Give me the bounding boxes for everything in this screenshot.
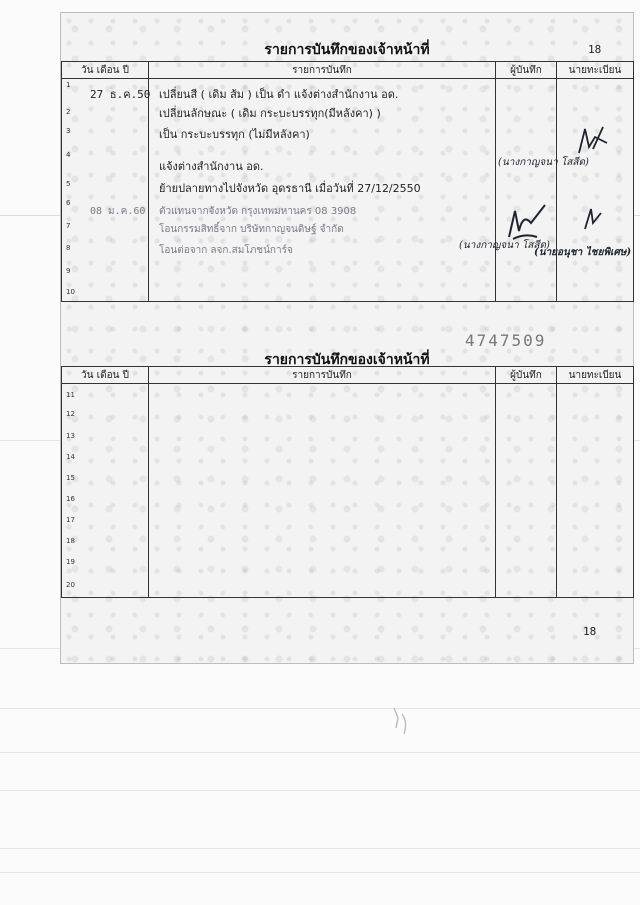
section-title-bottom: รายการบันทึกของเจ้าหน้าที่ [264,352,430,368]
recorder-cell [496,103,557,122]
recorder-cell [496,122,557,144]
entry-cell [149,448,496,469]
recorder-cell [496,281,557,301]
date-cell [62,406,149,427]
entry-text: เปลี่ยนลักษณะ ( เดิม กระบะบรรทุก(มีหลังคา) ) [159,107,381,120]
header-registrar: นายทะเบียน [557,62,634,79]
row-number: 12 [66,409,75,418]
scan-line [0,872,640,873]
entry-cell [149,239,496,260]
entry-cell [149,79,496,104]
scan-line [0,790,640,791]
date-cell [62,448,149,469]
entry-date: 08 ม.ค.60 [90,206,146,217]
row-number: 8 [66,244,71,252]
date-cell [62,384,149,406]
recorder-cell [496,79,557,104]
scan-line [0,708,640,709]
page-number-bottom: 18 [583,625,597,638]
scan-line [0,848,640,849]
registrar-cell [557,469,634,490]
row-number: 15 [66,473,75,482]
section-title-top: รายการบันทึกของเจ้าหน้าที่ [264,42,430,58]
registrar-cell [557,553,634,574]
row-number: 1 [66,81,71,89]
entry-text: แจ้งต่างสำนักงาน อด. [159,160,264,173]
date-cell [62,490,149,511]
registrar-cell [557,175,634,197]
date-cell [62,532,149,553]
row-number: 10 [66,288,75,296]
stray-pen-mark [388,704,416,738]
date-cell [62,144,149,175]
entry-cell [149,574,496,598]
registrar-cell [557,511,634,532]
table-row [62,469,634,490]
table-row [62,281,634,301]
header-entry: รายการบันทึก [149,62,496,79]
entry-date: 27 ธ.ค.50 [90,88,151,101]
table-row [62,122,634,144]
table-row [62,103,634,122]
date-cell [62,103,149,122]
registrar-cell [557,384,634,406]
header-date: วัน เดือน ปี [62,62,149,79]
entry-cell [149,532,496,553]
date-cell [62,239,149,260]
recorder-cell [496,448,557,469]
recorder-cell [496,406,557,427]
entry-text: เป็น กระบะบรรทุก (ไม่มีหลังคา) [159,128,310,141]
entry-cell [149,260,496,281]
entry-cell [149,144,496,175]
recorder-cell [496,553,557,574]
row-number: 13 [66,431,75,440]
row-number: 6 [66,199,71,207]
table-row [62,490,634,511]
table-row [62,553,634,574]
table-row [62,384,634,406]
row-number: 19 [66,557,75,566]
row-number: 7 [66,222,71,230]
registrar-signature-1 [573,123,613,159]
registrar-cell [557,260,634,281]
date-cell [62,175,149,197]
table-row [62,448,634,469]
row-number: 14 [66,452,75,461]
date-cell [62,260,149,281]
recorder-cell [496,511,557,532]
row-number: 9 [66,267,71,275]
registrar-cell [557,427,634,448]
date-cell [62,427,149,448]
date-cell [62,219,149,239]
scan-line [0,752,640,753]
entry-cell [149,103,496,122]
recorder-name-1: (นางกาญจนา โสสีด) [498,157,589,168]
entry-cell [149,511,496,532]
date-cell [62,197,149,219]
registrar-cell [557,281,634,301]
entry-cell [149,281,496,301]
table-row [62,406,634,427]
header-date: วัน เดือน ปี [62,367,149,384]
registrar-cell [557,406,634,427]
recorder-cell [496,469,557,490]
table-row [62,574,634,598]
entry-cell [149,197,496,219]
recorder-cell [496,532,557,553]
entry-cell [149,469,496,490]
date-cell [62,281,149,301]
entry-cell [149,122,496,144]
recorder-cell [496,260,557,281]
recorder-cell [496,175,557,197]
recorder-cell [496,574,557,598]
header-recorder: ผู้บันทึก [496,62,557,79]
entry-text: โอนต่อจาก ลจก.สมโภชน์การ์จ [159,245,293,256]
entry-text: เปลี่ยนสี ( เดิม ส้ม ) เป็น ดำ แจ้งต่างสำนักงาน อด. [159,88,399,101]
registrar-cell [557,490,634,511]
entry-text: โอนกรรมสิทธิ์จาก บริษัทกาญจนดิษฐ์ จำกัด [159,224,344,235]
row-number: 3 [66,127,71,135]
row-number: 4 [66,151,71,159]
record-sheet [60,12,634,664]
entry-cell [149,553,496,574]
entry-text: ย้ายปลายทางไปจังหวัด อุดรธานี เมื่อวันที่ 27/12/2550 [159,182,421,195]
row-number: 5 [66,180,71,188]
row-number: 2 [66,108,71,116]
header-recorder: ผู้บันทึก [496,367,557,384]
row-number: 17 [66,515,75,524]
registrar-cell [557,103,634,122]
row-number: 20 [66,580,75,589]
entry-cell [149,427,496,448]
date-cell [62,79,149,104]
registrar-cell [557,532,634,553]
table-row [62,427,634,448]
date-cell [62,469,149,490]
date-cell [62,511,149,532]
date-cell [62,553,149,574]
page-number-top: 18 [588,43,602,56]
stamp-number: 4747509 [465,331,547,350]
record-table-top [61,61,634,302]
registrar-cell [557,79,634,104]
recorder-name-2: (นางกาญจนา โสสีด) [459,240,550,251]
table-row [62,79,634,104]
entry-cell [149,219,496,239]
header-registrar: นายทะเบียน [557,367,634,384]
row-number: 16 [66,494,75,503]
date-cell [62,122,149,144]
registrar-cell [557,448,634,469]
row-number: 18 [66,536,75,545]
table-row [62,532,634,553]
entry-text: ตัวแทนจากจังหวัด กรุงเทพมหานคร 08 3908 [159,206,357,217]
entry-cell [149,384,496,406]
entry-cell [149,490,496,511]
record-table-bottom [61,366,634,598]
recorder-cell [496,490,557,511]
table-row [62,175,634,197]
entry-cell [149,406,496,427]
table-row [62,511,634,532]
header-entry: รายการบันทึก [149,367,496,384]
row-number: 11 [66,391,75,399]
registrar-signature-2 [581,205,605,233]
entry-cell [149,175,496,197]
recorder-cell [496,384,557,406]
table-row [62,260,634,281]
date-cell [62,574,149,598]
registrar-cell [557,574,634,598]
registrar-name-2: (นายอนุชา ไชยพิเศษ) [534,247,632,258]
recorder-cell [496,427,557,448]
